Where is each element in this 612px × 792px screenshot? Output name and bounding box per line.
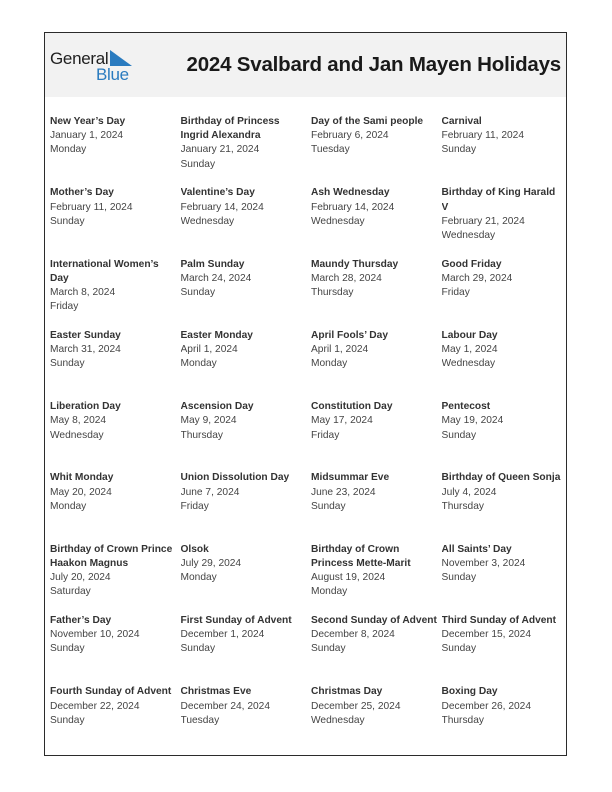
holiday-name: Boxing Day	[441, 686, 498, 698]
holiday-name: Carnival	[441, 116, 482, 127]
holiday-date: February 6, 2024	[311, 130, 389, 142]
holiday-date: December 25, 2024	[311, 700, 401, 712]
holiday-name: Easter Sunday	[50, 329, 121, 341]
logo-triangle-icon	[110, 50, 132, 66]
holiday-entry	[181, 614, 312, 685]
holiday-name: Christmas Eve	[180, 686, 252, 698]
holiday-date: February 11, 2024	[441, 130, 524, 142]
logo-word-blue: Blue	[96, 65, 129, 84]
holiday-date: March 31, 2024	[50, 344, 121, 356]
holiday-weekday: Sunday	[441, 572, 477, 584]
holiday-date: May 1, 2024	[441, 344, 498, 356]
holiday-weekday: Sunday	[50, 714, 85, 726]
holiday-weekday: Thursday	[180, 429, 223, 441]
holiday-weekday: Monday	[50, 500, 87, 512]
holiday-entry	[311, 115, 442, 186]
holiday-date: May 17, 2024	[311, 415, 373, 427]
holiday-weekday: Tuesday	[180, 714, 220, 726]
holiday-date: April 1, 2024	[311, 344, 369, 356]
holiday-date: January 21, 2024	[180, 144, 260, 156]
holiday-date: June 7, 2024	[180, 486, 240, 498]
holiday-name: April Fools’ Day	[311, 329, 388, 341]
holiday-entry	[50, 258, 181, 329]
holiday-weekday: Sunday	[441, 144, 477, 156]
holiday-weekday: Sunday	[50, 643, 85, 655]
holiday-name: First Sunday of Advent	[180, 615, 292, 627]
holiday-entry	[181, 543, 312, 614]
holiday-entry	[311, 186, 442, 257]
holiday-date: March 29, 2024	[441, 272, 513, 284]
holiday-name: Pentecost	[441, 401, 491, 413]
holiday-name: Father’s Day	[50, 615, 112, 627]
holiday-name: New Year’s Day	[50, 116, 126, 127]
holiday-weekday: Sunday	[50, 215, 85, 227]
holiday-entry	[442, 685, 567, 756]
holiday-weekday: Wednesday	[441, 229, 496, 241]
holiday-weekday: Tuesday	[311, 144, 350, 156]
holiday-weekday: Wednesday	[50, 429, 104, 441]
holiday-date: February 11, 2024	[50, 201, 133, 213]
holiday-date: December 24, 2024	[180, 700, 270, 712]
holiday-date: December 15, 2024	[441, 629, 531, 641]
holiday-entry	[311, 614, 442, 685]
holiday-name: Union Dissolution Day	[180, 472, 290, 484]
holiday-date: May 9, 2024	[180, 415, 237, 427]
holiday-entry	[50, 543, 181, 614]
holiday-entry	[50, 400, 181, 471]
holiday-entry	[50, 614, 181, 685]
holiday-weekday: Friday	[50, 301, 79, 313]
holiday-entry	[181, 685, 312, 756]
holiday-date: December 8, 2024	[311, 629, 395, 641]
holiday-name: Palm Sunday	[180, 258, 245, 270]
logo-word-general: General	[50, 49, 109, 68]
holiday-weekday: Wednesday	[311, 215, 365, 227]
holiday-weekday: Monday	[180, 358, 217, 370]
holiday-entry	[311, 471, 442, 542]
holiday-entry	[181, 471, 312, 542]
holiday-date: February 14, 2024	[311, 201, 395, 213]
holiday-entry	[442, 614, 567, 685]
holiday-name: Maundy Thursday	[311, 258, 399, 270]
holiday-name: Birthday of Crown Prince Haakon Magnus	[50, 543, 173, 569]
holiday-date: December 1, 2024	[180, 629, 265, 641]
holiday-date: May 8, 2024	[50, 415, 107, 427]
holiday-entry	[181, 115, 312, 186]
holiday-weekday: Friday	[311, 429, 340, 441]
holiday-entry	[50, 115, 181, 186]
holiday-date: March 24, 2024	[180, 272, 252, 284]
holiday-name: Good Friday	[441, 258, 502, 270]
holiday-weekday: Sunday	[441, 643, 477, 655]
holiday-date: May 20, 2024	[50, 486, 112, 498]
holiday-entry	[50, 685, 181, 756]
holiday-entry	[442, 400, 567, 471]
holiday-name: Birthday of Queen Sonja	[441, 472, 561, 484]
holiday-weekday: Wednesday	[311, 714, 365, 726]
holiday-weekday: Sunday	[441, 429, 477, 441]
holiday-date: February 21, 2024	[441, 215, 525, 227]
holiday-name: Liberation Day	[50, 401, 121, 413]
holiday-name: Ascension Day	[180, 401, 254, 413]
holiday-entry	[442, 186, 567, 257]
holiday-weekday: Sunday	[180, 643, 216, 655]
holiday-name: Whit Monday	[50, 472, 114, 484]
holiday-weekday: Monday	[180, 572, 217, 584]
holiday-entry	[50, 471, 181, 542]
holiday-date: August 19, 2024	[311, 572, 386, 584]
holiday-weekday: Saturday	[50, 586, 91, 598]
holiday-name: Second Sunday of Advent	[311, 615, 437, 627]
holiday-entry	[311, 543, 442, 614]
holiday-name: Labour Day	[441, 329, 498, 341]
holiday-date: November 3, 2024	[441, 557, 526, 569]
holiday-entry	[311, 400, 442, 471]
holiday-entry	[442, 115, 567, 186]
holiday-weekday: Wednesday	[180, 215, 235, 227]
holiday-weekday: Monday	[311, 586, 348, 598]
holiday-entry	[50, 186, 181, 257]
holiday-name: Fourth Sunday of Advent	[50, 686, 172, 698]
holiday-date: December 22, 2024	[50, 700, 140, 712]
holiday-name: Day of the Sami people	[311, 116, 424, 127]
holiday-date: July 4, 2024	[441, 486, 497, 498]
holiday-weekday: Monday	[311, 358, 348, 370]
holiday-weekday: Sunday	[50, 358, 85, 370]
holiday-weekday: Friday	[180, 500, 209, 512]
holiday-entry	[442, 471, 567, 542]
holiday-date: July 29, 2024	[180, 557, 242, 569]
holiday-entry	[50, 329, 181, 400]
holiday-name: Olsok	[180, 543, 209, 555]
header-band	[45, 33, 566, 97]
holiday-weekday: Wednesday	[441, 358, 496, 370]
holiday-weekday: Friday	[441, 287, 470, 298]
holiday-date: January 1, 2024	[50, 130, 124, 142]
holiday-name: Birthday of Princess Ingrid Alexandra	[180, 116, 280, 142]
holiday-name: Birthday of Crown Princess Mette-Marit	[311, 543, 411, 569]
holiday-entry	[311, 685, 442, 756]
holiday-name: Ash Wednesday	[311, 187, 390, 199]
holiday-entry	[181, 258, 312, 329]
holiday-entry	[181, 186, 312, 257]
holiday-date: April 1, 2024	[180, 344, 238, 356]
holiday-weekday: Sunday	[311, 500, 346, 512]
holiday-name: Midsummar Eve	[311, 472, 390, 484]
holiday-entry	[311, 329, 442, 400]
holiday-weekday: Thursday	[441, 500, 484, 512]
holiday-date: March 28, 2024	[311, 272, 382, 284]
holiday-name: Easter Monday	[180, 329, 253, 341]
holiday-date: March 8, 2024	[50, 287, 116, 298]
holiday-name: All Saints’ Day	[441, 543, 512, 555]
holiday-date: December 26, 2024	[441, 700, 531, 712]
holiday-name: Birthday of King Harald V	[441, 187, 556, 213]
holiday-weekday: Thursday	[441, 714, 484, 726]
holiday-entry	[181, 329, 312, 400]
holiday-entry	[442, 543, 567, 614]
holiday-date: May 19, 2024	[441, 415, 504, 427]
holiday-weekday: Sunday	[180, 287, 216, 298]
holiday-name: Christmas Day	[311, 686, 383, 698]
holiday-date: June 23, 2024	[311, 486, 376, 498]
holiday-date: November 10, 2024	[50, 629, 140, 641]
holiday-grid	[50, 115, 566, 757]
holiday-weekday: Thursday	[311, 287, 354, 298]
holiday-date: July 20, 2024	[50, 572, 111, 584]
generalblue-logo	[50, 47, 140, 87]
holiday-entry	[181, 400, 312, 471]
holiday-weekday: Sunday	[311, 643, 346, 655]
holiday-entry	[442, 329, 567, 400]
holiday-name: Third Sunday of Advent	[441, 615, 557, 627]
holiday-entry	[442, 258, 567, 329]
holiday-name: Valentine’s Day	[180, 187, 255, 199]
holiday-date: February 14, 2024	[180, 201, 264, 213]
holiday-weekday: Monday	[50, 144, 87, 156]
holiday-weekday: Sunday	[180, 158, 216, 170]
holiday-name: Mother’s Day	[50, 187, 114, 199]
holiday-name: Constitution Day	[311, 401, 393, 413]
page-frame	[44, 32, 567, 756]
holiday-entry	[311, 258, 442, 329]
page-title: 2024 Svalbard and Jan Mayen Holidays	[186, 53, 561, 76]
holiday-name: International Women’s Day	[50, 258, 159, 284]
